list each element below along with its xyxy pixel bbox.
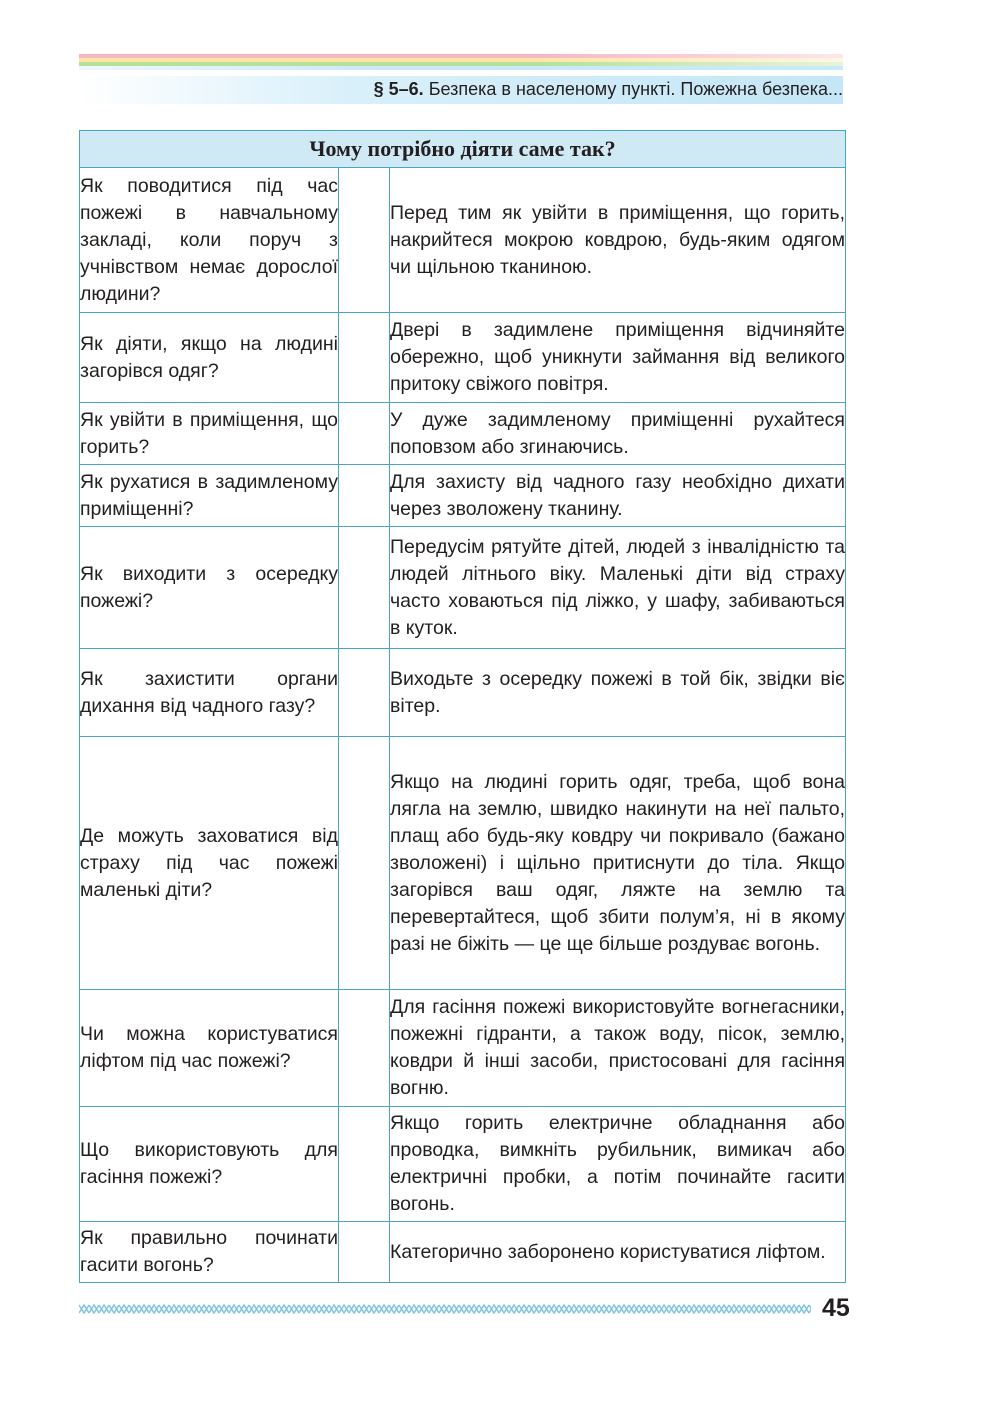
question-cell: Як виходити з осередку пожежі? <box>80 527 339 649</box>
answer-blank[interactable] <box>339 168 390 313</box>
table-row <box>80 990 846 1107</box>
question-cell: Як правильно починати гасити вогонь? <box>80 1222 339 1283</box>
table-row <box>80 403 846 465</box>
question-cell: Як поводитися під час пожежі в навчальному закладі, коли поруч з учнівством немає дорослої людини? <box>80 168 339 313</box>
table-row <box>80 737 846 990</box>
question-cell: Як увійти в приміщення, що горить? <box>80 403 339 465</box>
answer-blank[interactable] <box>339 1222 390 1283</box>
answer-blank[interactable] <box>339 527 390 649</box>
qa-table <box>79 130 846 1283</box>
table-row <box>80 1222 846 1283</box>
answer-blank[interactable] <box>339 403 390 465</box>
question-cell: Як діяти, якщо на людині загорівся одяг? <box>80 313 339 403</box>
answer-cell: Якщо на людині горить одяг, треба, щоб вона лягла на землю, швидко накинути на неї пальто, плащ або будь-яку ковдру чи покривало (бажано зволожені) і щільно притиснути до тіла. Якщо загорівся ваш одяг, ляжте на землю та перевертайтеся, щоб збити полум’я, ні в якому разі не біжіть — це ще більше роздуває вогонь. <box>390 737 846 990</box>
answer-cell: Двері в задимлене приміщення відчиняйте обережно, щоб уникнути займання від великого притоку свіжого повітря. <box>390 313 846 403</box>
table-row <box>80 649 846 737</box>
section-number: § 5–6. <box>373 79 424 99</box>
answer-cell: Виходьте з осередку пожежі в той бік, звідки віє вітер. <box>390 649 846 737</box>
table-row <box>80 1107 846 1222</box>
question-cell: Як захистити органи дихання від чадного газу? <box>80 649 339 737</box>
answer-blank[interactable] <box>339 1107 390 1222</box>
table-title: Чому потрібно діяти саме так? <box>80 131 846 168</box>
answer-cell: Категорично заборонено користуватися ліфтом. <box>390 1222 846 1283</box>
question-cell: Як рухатися в задимленому приміщенні? <box>80 465 339 527</box>
answer-cell: Для захисту від чадного газу необхідно дихати через зволожену тканину. <box>390 465 846 527</box>
table-row <box>80 168 846 313</box>
section-title: Безпека в населеному пункті. Пожежна безпека... <box>428 79 843 99</box>
question-cell: Чи можна користуватися ліфтом під час пожежі? <box>80 990 339 1107</box>
running-head <box>374 79 843 100</box>
footer-zigzag <box>79 1302 811 1316</box>
answer-blank[interactable] <box>339 465 390 527</box>
decorative-stripes <box>79 54 843 70</box>
table-row <box>80 527 846 649</box>
page-number: 45 <box>822 1294 850 1322</box>
answer-blank[interactable] <box>339 313 390 403</box>
table-row <box>80 465 846 527</box>
answer-cell: Перед тим як увійти в приміщення, що горить, накрийтеся мокрою ковдрою, будь-яким одягом чи щільною тканиною. <box>390 168 846 313</box>
answer-cell: Передусім рятуйте дітей, людей з інвалідністю та людей літнього віку. Маленькі діти від страху часто ховаються під ліжко, у шафу, забиваються в куток. <box>390 527 846 649</box>
answer-blank[interactable] <box>339 737 390 990</box>
table-row <box>80 313 846 403</box>
answer-cell: У дуже задимленому приміщенні рухайтеся поповзом або згинаючись. <box>390 403 846 465</box>
answer-cell: Для гасіння пожежі використовуйте вогнегасники, пожежні гідранти, а також воду, пісок, землю, ковдри й інші засоби, пристосовані для гасіння вогню. <box>390 990 846 1107</box>
question-cell: Де можуть заховатися від страху під час пожежі маленькі діти? <box>80 737 339 990</box>
answer-blank[interactable] <box>339 649 390 737</box>
question-cell: Що використовують для гасіння пожежі? <box>80 1107 339 1222</box>
answer-cell: Якщо горить електричне обладнання або проводка, вимкніть рубильник, вимикач або електричні пробки, а потім починайте гасити вогонь. <box>390 1107 846 1222</box>
answer-blank[interactable] <box>339 990 390 1107</box>
